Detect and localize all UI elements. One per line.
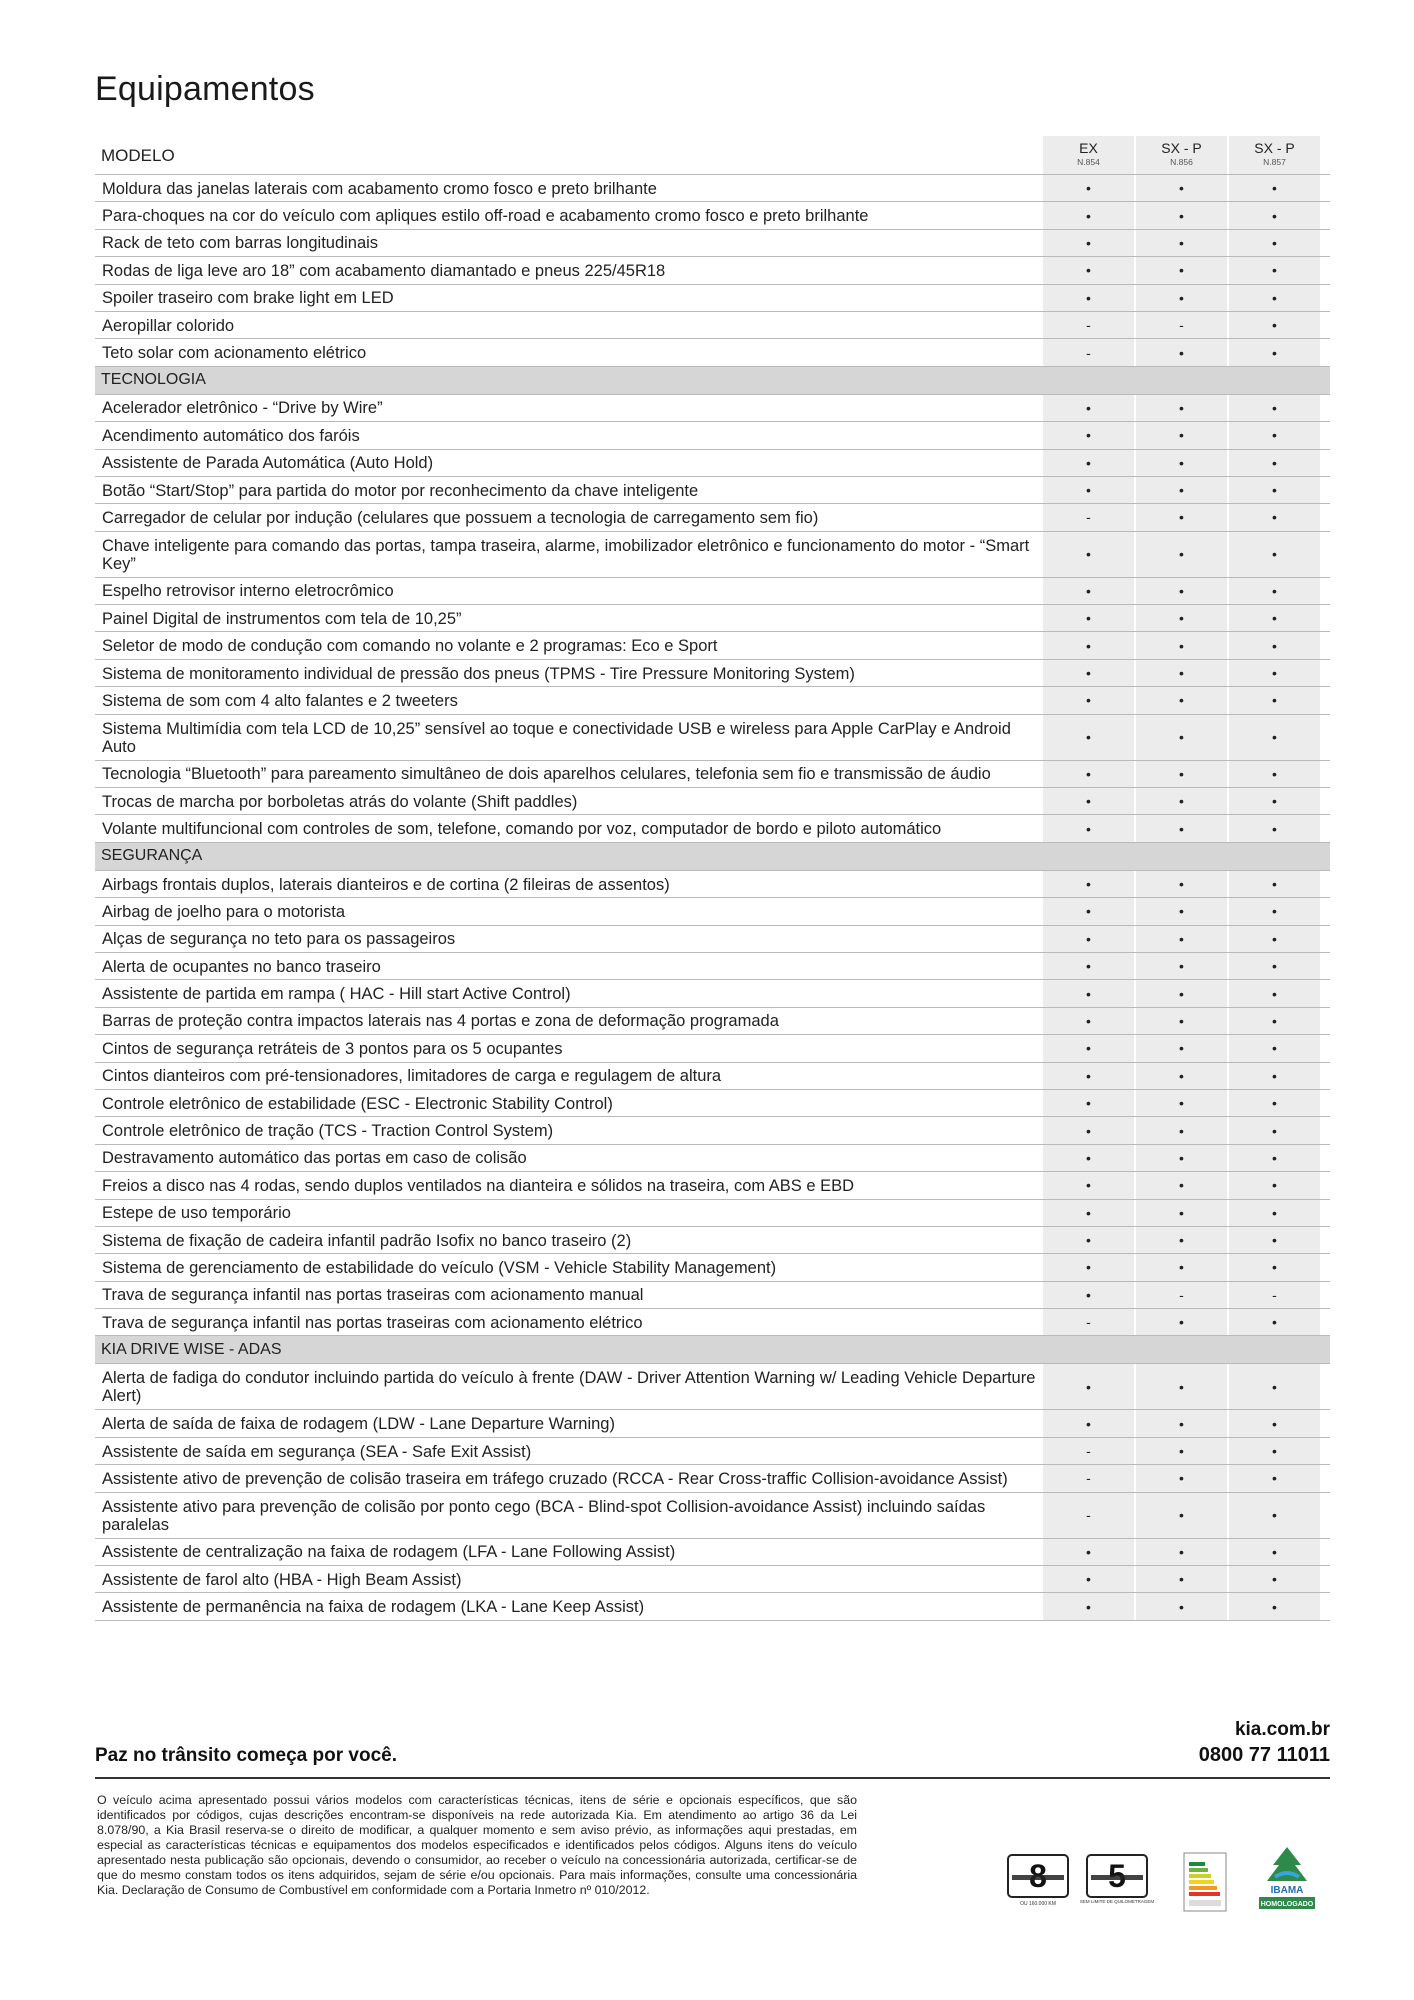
availability-cell: • bbox=[1043, 1200, 1134, 1226]
availability-cell: • bbox=[1043, 687, 1134, 713]
availability-cell: • bbox=[1227, 1063, 1320, 1089]
availability-cell: • bbox=[1227, 312, 1320, 338]
availability-cell: • bbox=[1227, 1465, 1320, 1491]
table-row bbox=[95, 532, 1330, 578]
availability-cell: • bbox=[1043, 1117, 1134, 1143]
table-row bbox=[95, 1063, 1330, 1090]
availability-cell: • bbox=[1043, 815, 1134, 841]
availability-cell: • bbox=[1134, 1200, 1227, 1226]
feature-label: Spoiler traseiro com brake light em LED bbox=[102, 289, 394, 308]
table-row bbox=[95, 230, 1330, 257]
ibama-sublabel: HOMOLOGADO bbox=[1260, 1901, 1314, 1908]
availability-cell: • bbox=[1043, 1539, 1134, 1565]
section-header: TECNOLOGIA bbox=[95, 367, 1330, 395]
feature-label: Painel Digital de instrumentos com tela de 10,25” bbox=[102, 609, 462, 628]
availability-cell: • bbox=[1043, 285, 1134, 311]
table-row bbox=[95, 1282, 1330, 1309]
availability-cell: • bbox=[1134, 1410, 1227, 1436]
table-row bbox=[95, 312, 1330, 339]
availability-cell: • bbox=[1227, 578, 1320, 604]
model-column-ex bbox=[1043, 136, 1134, 174]
contact-block bbox=[1199, 1718, 1330, 1768]
availability-cell: • bbox=[1134, 687, 1227, 713]
availability-cell: • bbox=[1227, 980, 1320, 1006]
table-row bbox=[95, 1254, 1330, 1281]
table-row bbox=[95, 815, 1330, 842]
feature-label: Teto solar com acionamento elétrico bbox=[102, 344, 367, 363]
availability-cell: • bbox=[1134, 1254, 1227, 1280]
availability-cell: • bbox=[1043, 450, 1134, 476]
availability-cell: - bbox=[1227, 1282, 1320, 1308]
availability-cell: • bbox=[1134, 1117, 1227, 1143]
availability-cell: • bbox=[1134, 578, 1227, 604]
model-code: N.856 bbox=[1170, 157, 1193, 167]
availability-cell: • bbox=[1227, 1539, 1320, 1565]
feature-label: Cintos dianteiros com pré-tensionadores, limitadores de carga e regulagem de altura bbox=[102, 1067, 722, 1086]
table-row bbox=[95, 660, 1330, 687]
table-row bbox=[95, 1145, 1330, 1172]
availability-cell: • bbox=[1134, 761, 1227, 787]
table-row bbox=[95, 1593, 1330, 1620]
availability-cell: • bbox=[1227, 1438, 1320, 1464]
availability-cell: - bbox=[1043, 1438, 1134, 1464]
availability-cell: • bbox=[1043, 477, 1134, 503]
availability-cell: • bbox=[1043, 898, 1134, 924]
availability-cell: • bbox=[1134, 504, 1227, 530]
tagline: Paz no trânsito começa por você. bbox=[95, 1745, 397, 1766]
feature-label: Alerta de fadiga do condutor incluindo partida do veículo à frente (DAW - Driver Attention Warning w/ Leading Vehicle Departure Alert) bbox=[102, 1369, 1036, 1406]
availability-cell: • bbox=[1227, 1254, 1320, 1280]
availability-cell: • bbox=[1043, 1364, 1134, 1409]
availability-cell: • bbox=[1134, 1008, 1227, 1034]
availability-cell: • bbox=[1043, 1227, 1134, 1253]
availability-cell: - bbox=[1134, 312, 1227, 338]
model-name: SX - P bbox=[1161, 140, 1202, 156]
table-row bbox=[95, 687, 1330, 714]
availability-cell: • bbox=[1043, 257, 1134, 283]
table-row bbox=[95, 871, 1330, 898]
table-row bbox=[95, 1200, 1330, 1227]
availability-cell: • bbox=[1227, 395, 1320, 421]
availability-cell: • bbox=[1227, 632, 1320, 658]
feature-label: Assistente de Parada Automática (Auto Hold) bbox=[102, 454, 434, 473]
energy-label-seal bbox=[1183, 1852, 1227, 1912]
availability-cell: • bbox=[1043, 175, 1134, 201]
feature-label: Assistente de partida em rampa ( HAC - Hill start Active Control) bbox=[102, 985, 571, 1004]
table-row bbox=[95, 788, 1330, 815]
model-column-sxp-856 bbox=[1134, 136, 1227, 174]
feature-label: Sistema de gerenciamento de estabilidade do veículo (VSM - Vehicle Stability Management) bbox=[102, 1258, 777, 1277]
availability-cell: • bbox=[1227, 1593, 1320, 1619]
availability-cell: • bbox=[1227, 202, 1320, 228]
availability-cell: • bbox=[1134, 1593, 1227, 1619]
ibama-label: IBAMA bbox=[1270, 1885, 1304, 1896]
availability-cell: • bbox=[1043, 578, 1134, 604]
availability-cell: • bbox=[1134, 1539, 1227, 1565]
availability-cell: • bbox=[1043, 1282, 1134, 1308]
availability-cell: • bbox=[1043, 1035, 1134, 1061]
availability-cell: • bbox=[1134, 660, 1227, 686]
feature-label: Assistente ativo para prevenção de colisão por ponto cego (BCA - Blind-spot Collision-avoidance Assist) incluindo saídas paralelas bbox=[102, 1497, 986, 1534]
warranty-8-years-seal bbox=[1006, 1853, 1070, 1908]
feature-label: Controle eletrônico de estabilidade (ESC - Electronic Stability Control) bbox=[102, 1094, 613, 1113]
table-row bbox=[95, 898, 1330, 925]
availability-cell: • bbox=[1227, 1117, 1320, 1143]
availability-cell: • bbox=[1134, 1493, 1227, 1538]
availability-cell: • bbox=[1227, 1364, 1320, 1409]
table-row bbox=[95, 1035, 1330, 1062]
feature-label: Cintos de segurança retráteis de 3 pontos para os 5 ocupantes bbox=[102, 1039, 563, 1058]
table-row bbox=[95, 1539, 1330, 1566]
feature-label: Acelerador eletrônico - “Drive by Wire” bbox=[102, 399, 383, 418]
table-row bbox=[95, 1410, 1330, 1437]
feature-label: Airbags frontais duplos, laterais dianteiros e de cortina (2 fileiras de assentos) bbox=[102, 875, 670, 894]
feature-label: Seletor de modo de condução com comando no volante e 2 programas: Eco e Sport bbox=[102, 637, 718, 656]
table-row bbox=[95, 578, 1330, 605]
model-column-sxp-857 bbox=[1227, 136, 1320, 174]
feature-label: Volante multifuncional com controles de som, telefone, comando por voz, computador de bordo e piloto automático bbox=[102, 820, 942, 839]
feature-label: Trava de segurança infantil nas portas traseiras com acionamento elétrico bbox=[102, 1313, 643, 1332]
feature-label: Para-choques na cor do veículo com apliques estilo off-road e acabamento cromo fosco e preto brilhante bbox=[102, 207, 869, 226]
availability-cell: • bbox=[1043, 1145, 1134, 1171]
availability-cell: • bbox=[1227, 339, 1320, 365]
section-header: SEGURANÇA bbox=[95, 843, 1330, 871]
availability-cell: • bbox=[1043, 1063, 1134, 1089]
table-row bbox=[95, 1438, 1330, 1465]
availability-cell: • bbox=[1134, 1465, 1227, 1491]
availability-cell: • bbox=[1134, 257, 1227, 283]
availability-cell: • bbox=[1043, 871, 1134, 897]
availability-cell: • bbox=[1043, 1172, 1134, 1198]
table-row bbox=[95, 257, 1330, 284]
table-row bbox=[95, 175, 1330, 202]
availability-cell: • bbox=[1227, 1309, 1320, 1335]
phone-number: 0800 77 11011 bbox=[1198, 1744, 1330, 1766]
availability-cell: • bbox=[1134, 422, 1227, 448]
availability-cell: - bbox=[1043, 1493, 1134, 1538]
feature-label: Rodas de liga leve aro 18” com acabamento diamantado e pneus 225/45R18 bbox=[102, 261, 666, 280]
availability-cell: • bbox=[1134, 1145, 1227, 1171]
availability-cell: - bbox=[1043, 1309, 1134, 1335]
availability-cell: • bbox=[1134, 532, 1227, 577]
availability-cell: • bbox=[1227, 257, 1320, 283]
equipment-table bbox=[95, 136, 1330, 1621]
table-row bbox=[95, 715, 1330, 761]
availability-cell: • bbox=[1134, 632, 1227, 658]
availability-cell: • bbox=[1227, 761, 1320, 787]
availability-cell: • bbox=[1134, 898, 1227, 924]
availability-cell: • bbox=[1227, 1566, 1320, 1592]
availability-cell: • bbox=[1227, 422, 1320, 448]
availability-cell: • bbox=[1134, 175, 1227, 201]
feature-label: Sistema de monitoramento individual de pressão dos pneus (TPMS - Tire Pressure Monitoring System) bbox=[102, 664, 855, 683]
feature-label: Assistente de farol alto (HBA - High Beam Assist) bbox=[102, 1570, 462, 1589]
table-row bbox=[95, 1493, 1330, 1539]
feature-label: Freios a disco nas 4 rodas, sendo duplos ventilados na dianteira e sólidos na traseira, com ABS e EBD bbox=[102, 1176, 855, 1195]
availability-cell: • bbox=[1043, 1410, 1134, 1436]
availability-cell: • bbox=[1043, 1593, 1134, 1619]
website-link[interactable]: kia.com.br bbox=[1234, 1719, 1330, 1740]
availability-cell: • bbox=[1134, 477, 1227, 503]
availability-cell: • bbox=[1227, 230, 1320, 256]
feature-label: Airbag de joelho para o motorista bbox=[102, 902, 346, 921]
warranty-8-caption: OU 160.000 KM bbox=[1020, 1901, 1056, 1907]
feature-label: Assistente de saída em segurança (SEA - Safe Exit Assist) bbox=[102, 1442, 532, 1461]
model-name: EX bbox=[1079, 140, 1098, 156]
table-header-row bbox=[95, 136, 1330, 175]
availability-cell: - bbox=[1043, 1465, 1134, 1491]
feature-label: Barras de proteção contra impactos laterais nas 4 portas e zona de deformação programada bbox=[102, 1012, 779, 1031]
table-row bbox=[95, 605, 1330, 632]
table-row bbox=[95, 1172, 1330, 1199]
page-title: Equipamentos bbox=[95, 70, 315, 108]
availability-cell: • bbox=[1043, 660, 1134, 686]
availability-cell: • bbox=[1134, 1172, 1227, 1198]
availability-cell: • bbox=[1227, 1410, 1320, 1436]
feature-label: Trocas de marcha por borboletas atrás do volante (Shift paddles) bbox=[102, 792, 578, 811]
table-row bbox=[95, 339, 1330, 366]
availability-cell: • bbox=[1134, 926, 1227, 952]
availability-cell: • bbox=[1134, 202, 1227, 228]
warranty-5-years-seal bbox=[1079, 1853, 1155, 1908]
availability-cell: • bbox=[1043, 788, 1134, 814]
availability-cell: • bbox=[1043, 953, 1134, 979]
section-header: KIA DRIVE WISE - ADAS bbox=[95, 1336, 1330, 1364]
availability-cell: • bbox=[1043, 761, 1134, 787]
availability-cell: • bbox=[1043, 230, 1134, 256]
table-row bbox=[95, 504, 1330, 531]
warranty-5-caption: SEM LIMITE DE QUILOMETRAGEM bbox=[1079, 1899, 1155, 1904]
model-name: SX - P bbox=[1254, 140, 1295, 156]
feature-label: Alerta de ocupantes no banco traseiro bbox=[102, 957, 381, 976]
availability-cell: • bbox=[1043, 715, 1134, 760]
availability-cell: • bbox=[1043, 395, 1134, 421]
availability-cell: • bbox=[1134, 715, 1227, 760]
table-row bbox=[95, 1566, 1330, 1593]
availability-cell: - bbox=[1134, 1282, 1227, 1308]
table-row bbox=[95, 1090, 1330, 1117]
availability-cell: • bbox=[1227, 898, 1320, 924]
feature-label: Destravamento automático das portas em caso de colisão bbox=[102, 1149, 527, 1168]
availability-cell: - bbox=[1043, 312, 1134, 338]
table-row bbox=[95, 953, 1330, 980]
table-row bbox=[95, 926, 1330, 953]
model-code: N.857 bbox=[1263, 157, 1286, 167]
availability-cell: • bbox=[1134, 1227, 1227, 1253]
table-row bbox=[95, 202, 1330, 229]
availability-cell: • bbox=[1227, 175, 1320, 201]
availability-cell: • bbox=[1227, 1493, 1320, 1538]
model-header-label: MODELO bbox=[101, 145, 175, 165]
feature-label: Assistente de centralização na faixa de rodagem (LFA - Lane Following Assist) bbox=[102, 1543, 676, 1562]
table-body bbox=[95, 175, 1330, 1621]
availability-cell: • bbox=[1043, 605, 1134, 631]
availability-cell: • bbox=[1134, 815, 1227, 841]
availability-cell: • bbox=[1134, 605, 1227, 631]
table-row bbox=[95, 477, 1330, 504]
feature-label: Assistente ativo de prevenção de colisão traseira em tráfego cruzado (RCCA - Rear Cross-traffic Collision-avoidance Assist) bbox=[102, 1469, 1008, 1488]
feature-label: Moldura das janelas laterais com acabamento cromo fosco e preto brilhante bbox=[102, 179, 657, 198]
availability-cell: • bbox=[1227, 477, 1320, 503]
availability-cell: • bbox=[1134, 450, 1227, 476]
table-row bbox=[95, 980, 1330, 1007]
availability-cell: • bbox=[1043, 926, 1134, 952]
availability-cell: • bbox=[1227, 285, 1320, 311]
feature-label: Sistema de fixação de cadeira infantil padrão Isofix no banco traseiro (2) bbox=[102, 1231, 632, 1250]
availability-cell: • bbox=[1227, 715, 1320, 760]
availability-cell: • bbox=[1227, 1090, 1320, 1116]
feature-label: Assistente de permanência na faixa de rodagem (LKA - Lane Keep Assist) bbox=[102, 1598, 645, 1617]
availability-cell: • bbox=[1134, 788, 1227, 814]
availability-cell: • bbox=[1043, 980, 1134, 1006]
availability-cell: • bbox=[1227, 953, 1320, 979]
availability-cell: • bbox=[1134, 395, 1227, 421]
table-row bbox=[95, 761, 1330, 788]
availability-cell: - bbox=[1043, 339, 1134, 365]
table-row bbox=[95, 1465, 1330, 1492]
feature-label: Alerta de saída de faixa de rodagem (LDW - Lane Departure Warning) bbox=[102, 1415, 615, 1434]
availability-cell: • bbox=[1227, 450, 1320, 476]
availability-cell: • bbox=[1134, 871, 1227, 897]
feature-label: Controle eletrônico de tração (TCS - Traction Control System) bbox=[102, 1122, 554, 1141]
availability-cell: • bbox=[1227, 815, 1320, 841]
availability-cell: • bbox=[1043, 632, 1134, 658]
availability-cell: - bbox=[1043, 504, 1134, 530]
availability-cell: • bbox=[1227, 1200, 1320, 1226]
availability-cell: • bbox=[1227, 926, 1320, 952]
feature-label: Espelho retrovisor interno eletrocrômico bbox=[102, 582, 394, 601]
table-row bbox=[95, 422, 1330, 449]
feature-label: Tecnologia “Bluetooth” para pareamento simultâneo de dois aparelhos celulares, telefonia sem fio e transmissão de áudio bbox=[102, 765, 991, 784]
footer-divider bbox=[95, 1777, 1330, 1779]
availability-cell: • bbox=[1134, 953, 1227, 979]
availability-cell: • bbox=[1134, 1364, 1227, 1409]
availability-cell: • bbox=[1227, 1227, 1320, 1253]
availability-cell: • bbox=[1043, 1566, 1134, 1592]
model-code: N.854 bbox=[1077, 157, 1100, 167]
availability-cell: • bbox=[1227, 660, 1320, 686]
availability-cell: • bbox=[1043, 1008, 1134, 1034]
availability-cell: • bbox=[1134, 1309, 1227, 1335]
availability-cell: • bbox=[1134, 1035, 1227, 1061]
table-row bbox=[95, 1008, 1330, 1035]
ibama-seal bbox=[1255, 1843, 1319, 1913]
feature-label: Chave inteligente para comando das portas, tampa traseira, alarme, imobilizador eletrônico e funcionamento do motor - “Smart Key” bbox=[102, 536, 1030, 573]
availability-cell: • bbox=[1227, 504, 1320, 530]
legal-disclaimer: O veículo acima apresentado possui vários modelos com características técnicas, itens de série e opcionais específicos, que são identificados por códigos, cujas descrições encontram-se disponíveis na rede autorizada Kia. Em atendimento ao artigo 36 da Lei 8.078/90, a Kia Brasil reserva-se o direito de modificar, a qualquer momento e sem aviso prévio, as informações aqui prestadas, em especial as características técnicas e equipamentos dos modelos especificados e identificados pelos códigos. Alguns itens do veículo apresentado nesta publicação são opcionais, devendo o consumidor, ao receber o veículo na concessionária autorizada, certificar-se de que do mesmo constam todos os itens adquiridos, sejam de série e/ou opcionais. Para mais informações, consulte uma concessionária Kia. Declaração de Consumo de Combustível em conformidade com a Portaria Inmetro nº 010/2012. bbox=[97, 1793, 857, 1897]
availability-cell: • bbox=[1043, 202, 1134, 228]
table-row bbox=[95, 285, 1330, 312]
availability-cell: • bbox=[1043, 1254, 1134, 1280]
availability-cell: • bbox=[1134, 339, 1227, 365]
table-row bbox=[95, 395, 1330, 422]
availability-cell: • bbox=[1227, 1145, 1320, 1171]
feature-label: Carregador de celular por indução (celulares que possuem a tecnologia de carregamento sem fio) bbox=[102, 508, 819, 527]
feature-label: Botão “Start/Stop” para partida do motor por reconhecimento da chave inteligente bbox=[102, 481, 699, 500]
availability-cell: • bbox=[1043, 532, 1134, 577]
feature-label: Rack de teto com barras longitudinais bbox=[102, 234, 379, 253]
availability-cell: • bbox=[1227, 687, 1320, 713]
feature-label: Aeropillar colorido bbox=[102, 316, 235, 335]
availability-cell: • bbox=[1134, 980, 1227, 1006]
table-row bbox=[95, 1309, 1330, 1336]
availability-cell: • bbox=[1043, 422, 1134, 448]
availability-cell: • bbox=[1134, 285, 1227, 311]
feature-label: Alças de segurança no teto para os passageiros bbox=[102, 930, 456, 949]
availability-cell: • bbox=[1227, 1008, 1320, 1034]
availability-cell: • bbox=[1134, 230, 1227, 256]
feature-label: Sistema Multimídia com tela LCD de 10,25” sensível ao toque e conectividade USB e wireless para Apple CarPlay e Android Auto bbox=[102, 719, 1011, 756]
availability-cell: • bbox=[1134, 1566, 1227, 1592]
feature-label: Estepe de uso temporário bbox=[102, 1204, 291, 1223]
availability-cell: • bbox=[1134, 1090, 1227, 1116]
feature-label: Acendimento automático dos faróis bbox=[102, 426, 360, 445]
availability-cell: • bbox=[1227, 871, 1320, 897]
availability-cell: • bbox=[1043, 1090, 1134, 1116]
availability-cell: • bbox=[1227, 1172, 1320, 1198]
table-row bbox=[95, 1117, 1330, 1144]
availability-cell: • bbox=[1134, 1063, 1227, 1089]
table-row bbox=[95, 1227, 1330, 1254]
feature-label: Trava de segurança infantil nas portas traseiras com acionamento manual bbox=[102, 1286, 644, 1305]
table-row bbox=[95, 450, 1330, 477]
availability-cell: • bbox=[1134, 1438, 1227, 1464]
availability-cell: • bbox=[1227, 788, 1320, 814]
availability-cell: • bbox=[1227, 605, 1320, 631]
feature-label: Sistema de som com 4 alto falantes e 2 tweeters bbox=[102, 691, 458, 710]
availability-cell: • bbox=[1227, 532, 1320, 577]
table-row bbox=[95, 632, 1330, 659]
table-row bbox=[95, 1364, 1330, 1410]
availability-cell: • bbox=[1227, 1035, 1320, 1061]
